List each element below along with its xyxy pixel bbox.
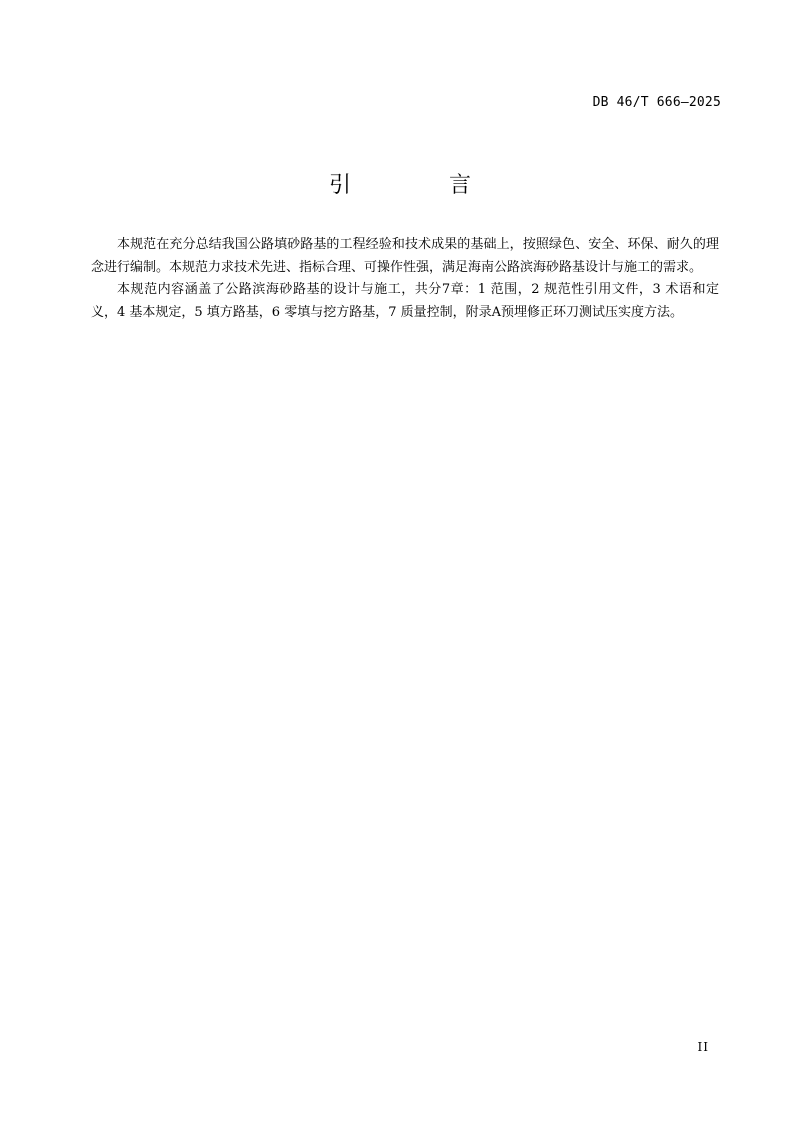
introduction-body xyxy=(91,234,719,324)
paragraph-1: 本规范在充分总结我国公路填砂路基的工程经验和技术成果的基础上，按照绿色、安全、环保、耐久的理念进行编制。本规范力求技术先进、指标合理、可操作性强，满足海南公路滨海砂路基设计与施工的需求。 xyxy=(91,237,719,275)
page-number: II xyxy=(697,1040,709,1054)
paragraph-2: 本规范内容涵盖了公路滨海砂路基的设计与施工，共分7章：1 范围，2 规范性引用文件，3 术语和定义，4 基本规定，5 填方路基，6 零填与挖方路基，7 质量控制，附录A预埋修正环刀测试压实度方法。 xyxy=(91,282,719,320)
section-title: 引 言 xyxy=(328,173,509,198)
document-code-header: DB 46/T 666—2025 xyxy=(592,95,721,110)
